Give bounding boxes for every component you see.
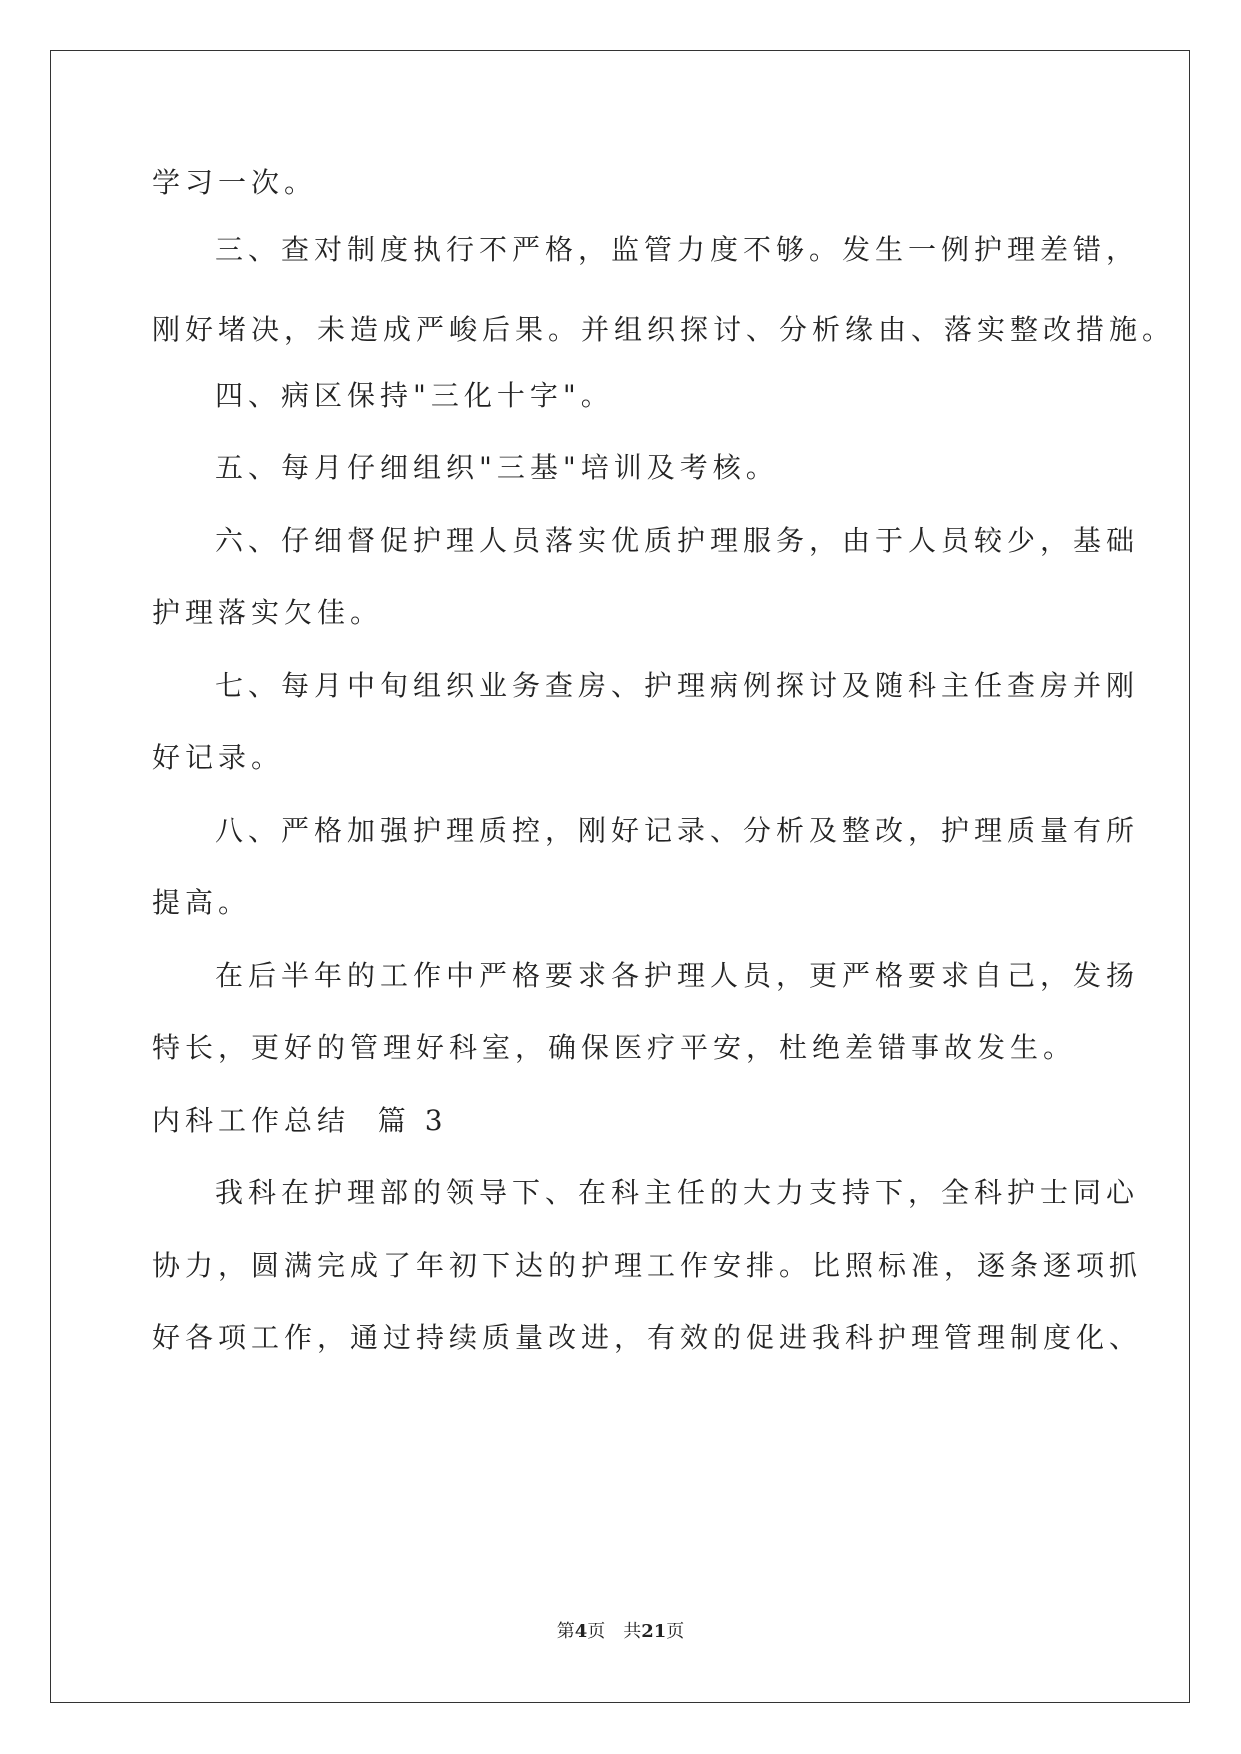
current-page-number: 4 <box>574 1621 588 1642</box>
page-border <box>50 50 1190 1703</box>
text-line: 特长，更好的管理好科室，确保医疗平安，杜绝差错事故发生。 <box>152 1031 1077 1064</box>
text-line: 六、仔细督促护理人员落实优质护理服务，由于人员较少，基础 <box>215 524 1140 557</box>
text-line: 八、严格加强护理质控，刚好记录、分析及整改，护理质量有所 <box>215 814 1140 847</box>
text-line: 三、查对制度执行不严格，监管力度不够。发生一例护理差错， <box>215 233 1140 266</box>
text-line: 四、病区保持"三化十字"。 <box>215 379 614 412</box>
text-line: 提高。 <box>152 886 252 919</box>
text-line: 好各项工作，通过持续质量改进，有效的促进我科护理管理制度化、 <box>152 1321 1143 1354</box>
footer-page-suffix: 页 <box>587 1621 606 1642</box>
text-line: 刚好堵决，未造成严峻后果。并组织探讨、分析缘由、落实整改措施。 <box>152 313 1176 346</box>
text-line: 学习一次。 <box>152 166 318 199</box>
footer-total-suffix: 页 <box>666 1621 685 1642</box>
text-line: 五、每月仔细组织"三基"培训及考核。 <box>215 451 779 484</box>
footer-page-prefix: 第 <box>556 1621 575 1642</box>
page-footer <box>0 1620 1241 1644</box>
text-line: 在后半年的工作中严格要求各护理人员，更严格要求自己，发扬 <box>215 959 1140 992</box>
total-pages-number: 21 <box>641 1621 667 1642</box>
text-line: 协力，圆满完成了年初下达的护理工作安排。比照标准，逐条逐项抓 <box>152 1249 1143 1282</box>
text-line: 我科在护理部的领导下、在科主任的大力支持下，全科护士同心 <box>215 1176 1140 1209</box>
text-line: 好记录。 <box>152 741 285 774</box>
footer-total-prefix: 共 <box>623 1621 642 1642</box>
section-heading: 内科工作总结 篇 3 <box>152 1104 448 1137</box>
text-line: 七、每月中旬组织业务查房、护理病例探讨及随科主任查房并刚 <box>215 669 1140 702</box>
text-line: 护理落实欠佳。 <box>152 596 384 629</box>
